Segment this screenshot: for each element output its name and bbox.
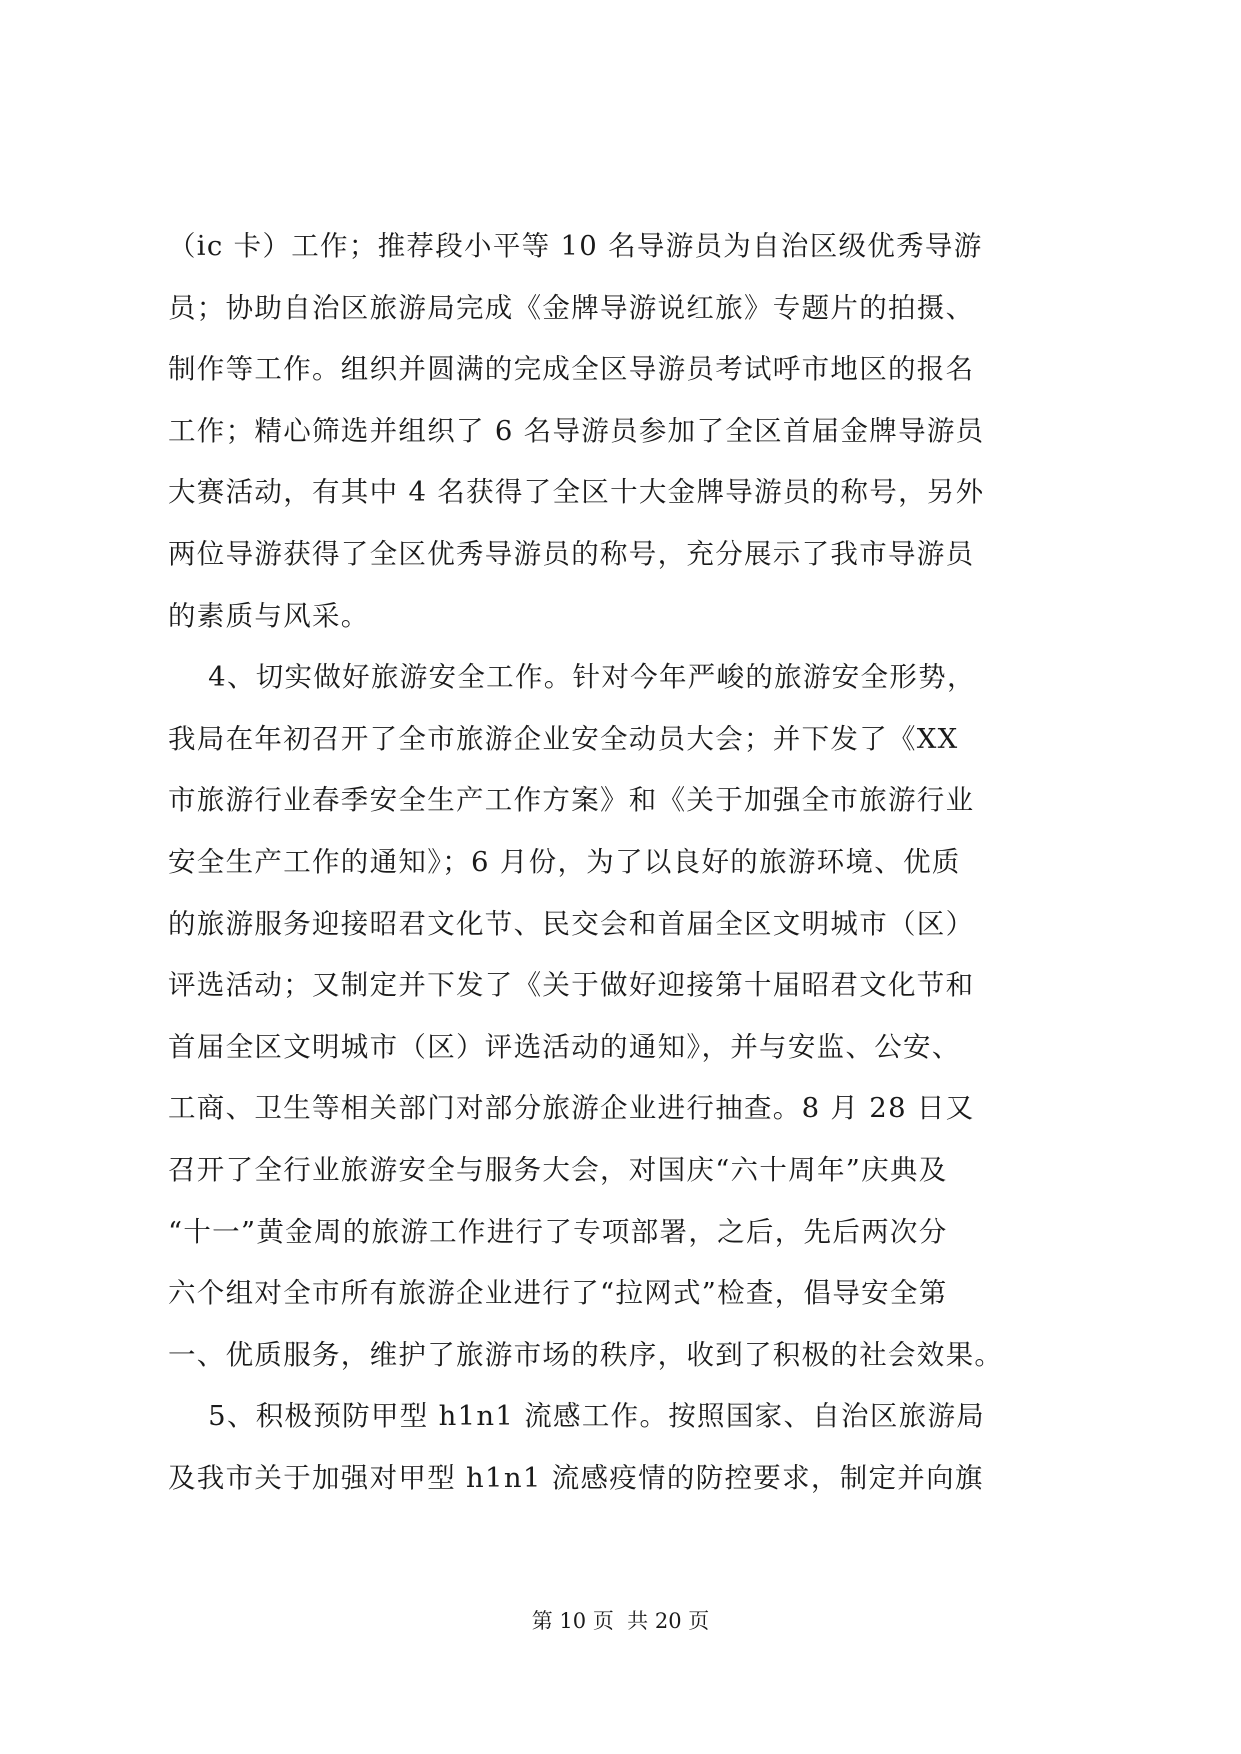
text-line: 召开了全行业旅游安全与服务大会，对国庆“六十周年”庆典及 xyxy=(168,1153,948,1186)
text-line: 市旅游行业春季安全生产工作方案》和《关于加强全市旅游行业 xyxy=(168,784,975,817)
text-line: 的素质与风采。 xyxy=(168,599,370,632)
text-line: 员；协助自治区旅游局完成《金牌导游说红旅》专题片的拍摄、 xyxy=(168,291,975,324)
text-line: 制作等工作。组织并圆满的完成全区导游员考试呼市地区的报名 xyxy=(168,353,975,386)
text-line: 首届全区文明城市（区）评选活动的通知》，并与安监、公安、 xyxy=(168,1030,961,1063)
text-line: （ic 卡）工作；推荐段小平等 10 名导游员为自治区级优秀导游 xyxy=(168,230,983,262)
text-line: 及我市关于加强对甲型 h1n1 流感疫情的防控要求，制定并向旗 xyxy=(168,1461,984,1494)
text-line: 的旅游服务迎接昭君文化节、民交会和首届全区文明城市（区） xyxy=(168,907,975,940)
text-line: 工商、卫生等相关部门对部分旅游企业进行抽查。8 月 28 日又 xyxy=(168,1092,975,1125)
text-line: 工作；精心筛选并组织了 6 名导游员参加了全区首届金牌导游员 xyxy=(168,414,985,447)
text-line: 4、切实做好旅游安全工作。针对今年严峻的旅游安全形势， xyxy=(168,661,976,694)
text-line: 评选活动；又制定并下发了《关于做好迎接第十届昭君文化节和 xyxy=(168,969,975,1002)
text-line: “十一”黄金周的旅游工作进行了专项部署，之后，先后两次分 xyxy=(168,1215,948,1248)
text-line: 大赛活动，有其中 4 名获得了全区十大金牌导游员的称号，另外 xyxy=(168,476,985,509)
body-text xyxy=(168,226,1080,1519)
page-number-footer: 第 10 页 共 20 页 xyxy=(531,1609,710,1633)
text-line: 5、积极预防甲型 h1n1 流感工作。按照国家、自治区旅游局 xyxy=(168,1400,986,1433)
text-line: 一、优质服务，维护了旅游市场的秩序，收到了积极的社会效果。 xyxy=(168,1338,1004,1371)
text-line: 两位导游获得了全区优秀导游员的称号，充分展示了我市导游员 xyxy=(168,537,975,570)
text-line: 六个组对全市所有旅游企业进行了“拉网式”检查，倡导安全第 xyxy=(168,1277,948,1310)
text-line: 安全生产工作的通知》；6 月份，为了以良好的旅游环境、优质 xyxy=(168,845,961,878)
text-line: 我局在年初召开了全市旅游企业安全动员大会；并下发了《XX xyxy=(168,722,959,755)
